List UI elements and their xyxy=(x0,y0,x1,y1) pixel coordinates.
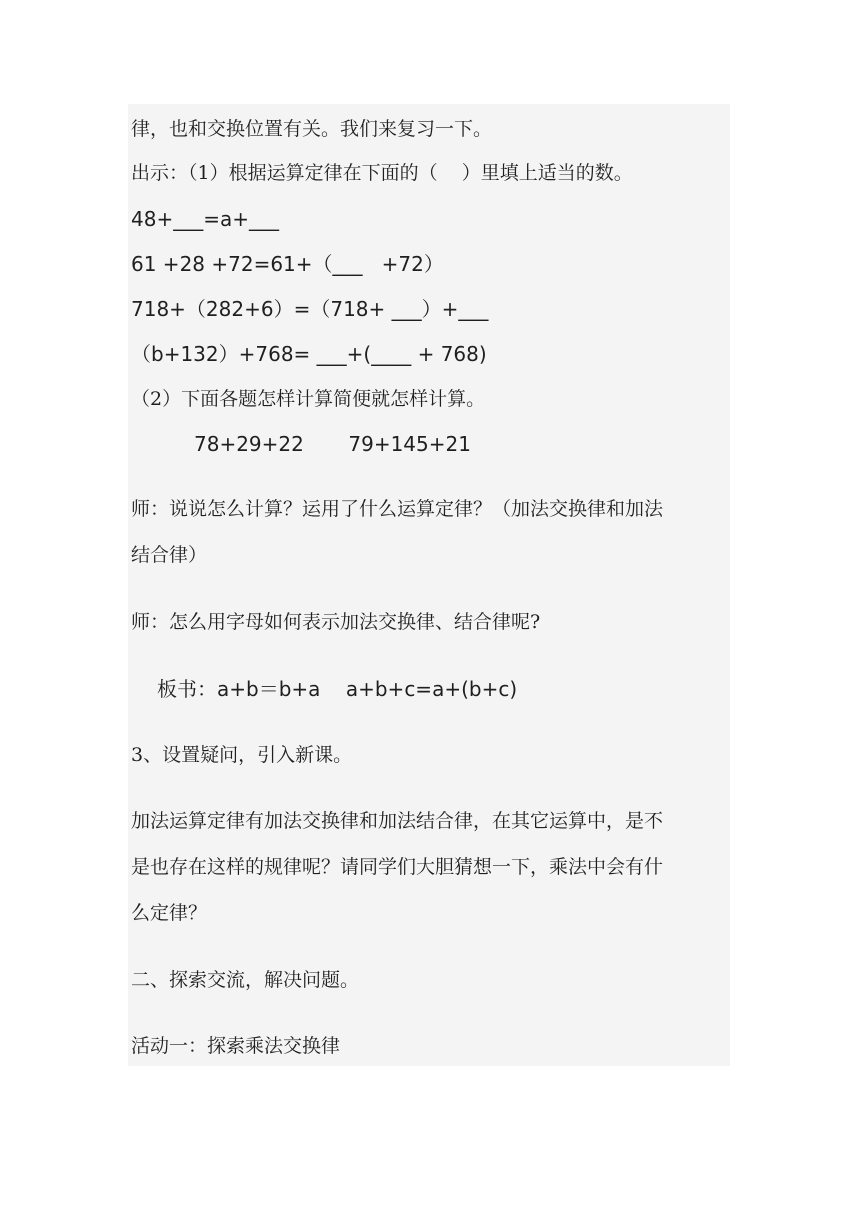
text-highlight-region xyxy=(128,104,730,1066)
text-line-4: 师：说说怎么计算？运用了什么运算定律？（加法交换律和加法 xyxy=(131,498,664,520)
text-line-7: 加法运算定律有加法交换律和加法结合律，在其它运算中，是不 xyxy=(131,810,664,832)
exercise-line: 78+29+22 79+145+21 xyxy=(194,432,471,456)
text-line-1: 律，也和交换位置有关。我们来复习一下。 xyxy=(131,118,493,140)
equation-line-3: 718+（282+6）=（718+ ___）+___ xyxy=(131,297,489,321)
blackboard-line: 板书：a+b＝b+a a+b+c=a+(b+c) xyxy=(157,677,518,701)
section-heading-3: 3、设置疑问，引入新课。 xyxy=(131,744,353,766)
equation-line-4: （b+132）+768= ___+(____ + 768) xyxy=(131,342,487,366)
text-line-6: 师：怎么用字母如何表示加法交换律、结合律呢? xyxy=(131,611,541,633)
text-line-2: 出示：（1）根据运算定律在下面的（ ）里填上适当的数。 xyxy=(131,162,633,184)
activity-heading: 活动一：探索乘法交换律 xyxy=(131,1035,341,1057)
equation-line-2: 61 +28 +72=61+（___ +72） xyxy=(131,252,444,276)
text-line-8: 是也存在这样的规律呢？请同学们大胆猜想一下，乘法中会有什 xyxy=(131,856,664,878)
section-heading-2: 二、探索交流，解决问题。 xyxy=(131,969,360,991)
text-line-9: 么定律？ xyxy=(131,902,208,924)
equation-line-1: 48+___=a+___ xyxy=(131,207,279,231)
text-line-3: （2）下面各题怎样计算简便就怎样计算。 xyxy=(131,388,486,410)
text-line-5: 结合律） xyxy=(131,544,208,566)
